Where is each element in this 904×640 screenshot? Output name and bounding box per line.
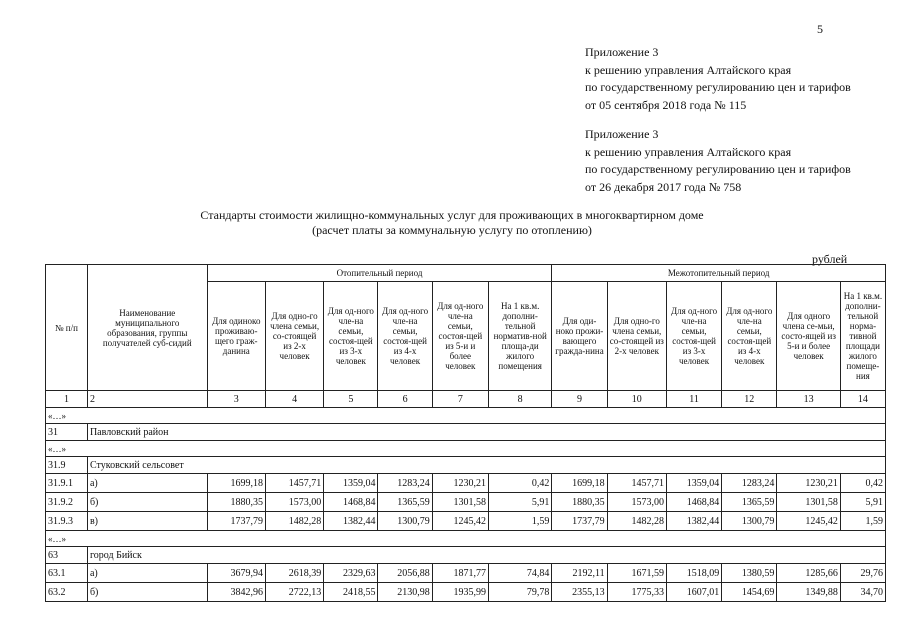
header-heating-col: Для од-ного чле-на семьи, состоя-щей из 5-и и более человек [432, 282, 488, 391]
row-number: 31.9.3 [46, 512, 88, 531]
row-number: 31.9 [46, 457, 88, 474]
row-name: в) [87, 512, 207, 531]
header-row-periods [46, 265, 886, 282]
value-cell: 5,91 [488, 493, 551, 512]
row-number: 63 [46, 547, 88, 564]
value-cell: 1457,71 [265, 474, 323, 493]
header-heating-col: На 1 кв.м. дополни-тельной норматив-ной площа-ди жилого помещения [488, 282, 551, 391]
value-cell: 2355,13 [552, 583, 607, 602]
value-cell: 3842,96 [207, 583, 265, 602]
ellipsis-row [46, 531, 886, 547]
value-cell: 1283,24 [378, 474, 432, 493]
value-cell: 2329,63 [324, 564, 378, 583]
ellipsis-row [46, 441, 886, 457]
group-row [46, 547, 886, 564]
row-name: Павловский район [87, 424, 885, 441]
row-name: а) [87, 564, 207, 583]
value-cell: 1935,99 [432, 583, 488, 602]
value-cell: 1300,79 [722, 512, 777, 531]
row-number: 31.9.1 [46, 474, 88, 493]
ellipsis-row [46, 408, 886, 424]
value-cell: 1,59 [840, 512, 885, 531]
value-cell: 1482,28 [265, 512, 323, 531]
value-cell: 1380,59 [722, 564, 777, 583]
value-cell: 1349,88 [777, 583, 840, 602]
table-row [46, 583, 886, 602]
table-row [46, 493, 886, 512]
value-cell: 1245,42 [777, 512, 840, 531]
value-cell: 1230,21 [432, 474, 488, 493]
value-cell: 1359,04 [324, 474, 378, 493]
column-number: 8 [488, 391, 551, 408]
column-number: 11 [666, 391, 721, 408]
header-interheating-col: Для од-ного чле-на семьи, состоя-щей из 4-х человек [722, 282, 777, 391]
value-cell: 1518,09 [666, 564, 721, 583]
value-cell: 1365,59 [722, 493, 777, 512]
group-row [46, 424, 886, 441]
value-cell: 1365,59 [378, 493, 432, 512]
appendix-line: Приложение 3 [585, 45, 659, 59]
header-heating-col: Для од-ного чле-на семьи, состоя-щей из 4-х человек [378, 282, 432, 391]
value-cell: 1671,59 [607, 564, 666, 583]
value-cell: 2618,39 [265, 564, 323, 583]
value-cell: 0,42 [840, 474, 885, 493]
value-cell: 74,84 [488, 564, 551, 583]
appendix-block-original [585, 126, 851, 196]
header-heating-col: Для одиноко проживаю-щего граж-данина [207, 282, 265, 391]
value-cell: 1283,24 [722, 474, 777, 493]
value-cell: 1285,66 [777, 564, 840, 583]
row-number: 31 [46, 424, 88, 441]
table-row [46, 564, 886, 583]
value-cell: 1607,01 [666, 583, 721, 602]
value-cell: 1699,18 [207, 474, 265, 493]
value-cell: 1300,79 [378, 512, 432, 531]
value-cell: 1573,00 [607, 493, 666, 512]
value-cell: 1301,58 [777, 493, 840, 512]
value-cell: 1382,44 [324, 512, 378, 531]
header-interheating-col: Для одного члена се-мьи, состо-ящей из 5-и и более человек [777, 282, 840, 391]
value-cell: 1699,18 [552, 474, 607, 493]
title-line-2: (расчет платы за коммунальную услугу по отоплению) [312, 223, 592, 237]
row-number: 63.1 [46, 564, 88, 583]
column-number-row [46, 391, 886, 408]
column-number: 2 [87, 391, 207, 408]
value-cell: 1737,79 [207, 512, 265, 531]
value-cell: 1880,35 [207, 493, 265, 512]
row-name: б) [87, 583, 207, 602]
column-number: 3 [207, 391, 265, 408]
value-cell: 1737,79 [552, 512, 607, 531]
header-interheating-col: Для одно-го члена семьи, со-стоящей из 2-х человек [607, 282, 666, 391]
value-cell: 5,91 [840, 493, 885, 512]
row-name: а) [87, 474, 207, 493]
header-interheating-period: Межотопительный период [552, 265, 886, 282]
value-cell: 1482,28 [607, 512, 666, 531]
value-cell: 1468,84 [324, 493, 378, 512]
value-cell: 1382,44 [666, 512, 721, 531]
value-cell: 1230,21 [777, 474, 840, 493]
row-number: 31.9.2 [46, 493, 88, 512]
appendix-line: к решению управления Алтайского края [585, 144, 792, 159]
value-cell: 2722,13 [265, 583, 323, 602]
currency-label: рублей [812, 252, 848, 266]
ellipsis-cell: «…» [46, 441, 886, 457]
value-cell: 0,42 [488, 474, 551, 493]
column-number: 13 [777, 391, 840, 408]
column-number: 7 [432, 391, 488, 408]
header-heating-col: Для одно-го члена семьи, со-стоящей из 2-х человек [265, 282, 323, 391]
tariff-table [45, 264, 886, 602]
page-number: 5 [817, 22, 823, 36]
column-number: 12 [722, 391, 777, 408]
value-cell: 2192,11 [552, 564, 607, 583]
appendix-line: от 26 декабря 2017 года № 758 [585, 179, 742, 194]
value-cell: 1573,00 [265, 493, 323, 512]
header-interheating-col: Для оди-ноко прожи-вающего гражда-нина [552, 282, 607, 391]
appendix-line: к решению управления Алтайского края [585, 62, 792, 77]
appendix-line: Приложение 3 [585, 127, 659, 141]
value-cell: 2056,88 [378, 564, 432, 583]
value-cell: 1775,33 [607, 583, 666, 602]
ellipsis-cell: «…» [46, 531, 886, 547]
appendix-line: по государственному регулированию цен и тарифов [585, 162, 851, 177]
row-name: Стуковский сельсовет [87, 457, 885, 474]
value-cell: 2130,98 [378, 583, 432, 602]
header-heating-period: Отопительный период [207, 265, 552, 282]
value-cell: 79,78 [488, 583, 551, 602]
ellipsis-cell: «…» [46, 408, 886, 424]
row-name: б) [87, 493, 207, 512]
value-cell: 1454,69 [722, 583, 777, 602]
row-number: 63.2 [46, 583, 88, 602]
value-cell: 1468,84 [666, 493, 721, 512]
column-number: 1 [46, 391, 88, 408]
value-cell: 1880,35 [552, 493, 607, 512]
column-number: 10 [607, 391, 666, 408]
value-cell: 2418,55 [324, 583, 378, 602]
value-cell: 34,70 [840, 583, 885, 602]
value-cell: 1,59 [488, 512, 551, 531]
value-cell: 1457,71 [607, 474, 666, 493]
value-cell: 1359,04 [666, 474, 721, 493]
value-cell: 1245,42 [432, 512, 488, 531]
value-cell: 1871,77 [432, 564, 488, 583]
column-number: 4 [265, 391, 323, 408]
header-name: Наименование муниципального образования, группы получателей суб-сидий [87, 265, 207, 391]
group-row [46, 457, 886, 474]
table-row [46, 512, 886, 531]
column-number: 5 [324, 391, 378, 408]
header-interheating-col: На 1 кв.м. дополни-тельной норма-тивной площади жилого помеще-ния [840, 282, 885, 391]
value-cell: 1301,58 [432, 493, 488, 512]
value-cell: 29,76 [840, 564, 885, 583]
row-name: город Бийск [87, 547, 885, 564]
appendix-line: по государственному регулированию цен и тарифов [585, 80, 851, 95]
header-heating-col: Для од-ного чле-на семьи, состоя-щей из 3-х человек [324, 282, 378, 391]
value-cell: 3679,94 [207, 564, 265, 583]
header-number: № п/п [46, 265, 88, 391]
title-line-1: Стандарты стоимости жилищно-коммунальных услуг для проживающих в многоквартирном доме [200, 208, 704, 222]
appendix-block-current [585, 44, 851, 114]
column-number: 9 [552, 391, 607, 408]
column-number: 14 [840, 391, 885, 408]
document-title [0, 208, 904, 238]
table-row [46, 474, 886, 493]
header-interheating-col: Для од-ного чле-на семьи, состоя-щей из 3-х человек [666, 282, 721, 391]
column-number: 6 [378, 391, 432, 408]
appendix-line: от 05 сентября 2018 года № 115 [585, 97, 747, 112]
